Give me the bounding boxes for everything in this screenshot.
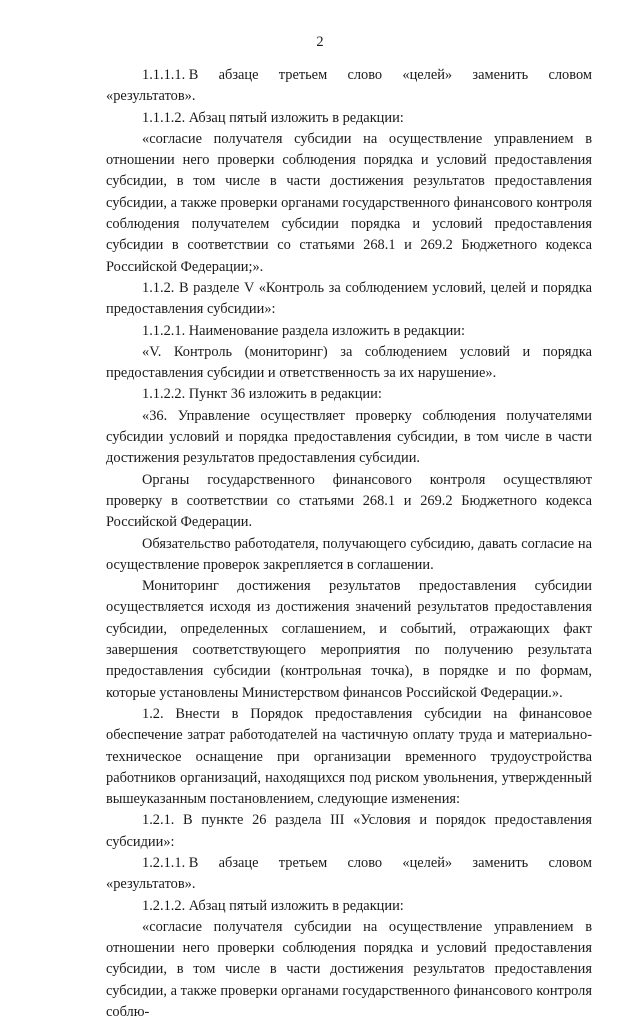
paragraph-1-1-1-2: 1.1.1.2. Абзац пятый изложить в редакции:: [142, 109, 404, 126]
word: слово: [347, 67, 383, 83]
paragraph-section-title: «V. Контроль (мониторинг) за соблюдением условий и порядка предоставления субсидии и ответственность за их нарушение».: [106, 343, 592, 382]
word: третьем: [278, 854, 328, 871]
paragraph-continuation: «результатов».: [106, 88, 196, 105]
word: абзаце: [218, 67, 259, 83]
word: «целей»: [402, 854, 453, 871]
paragraph-quote-consent-2: «согласие получателя субсидии на осуществление управлением в отношении него проверки соблюдения порядка и условий предоставления субсидии, в том числе в части достижения результатов предоставления субсидии, а также проверки органами государственного финансового контроля соблю-: [106, 918, 592, 1021]
page-number: 2: [316, 34, 324, 50]
paragraph-1-2-1-2: 1.2.1.2. Абзац пятый изложить в редакции:: [142, 897, 404, 914]
paragraph-state-control: Органы государственного финансового контроля осуществляют проверку в соответствии со статьями 268.1 и 269.2 Бюджетного кодекса Российской Федерации.: [106, 471, 592, 531]
paragraph-1-2: 1.2. Внести в Порядок предоставления субсидии на финансовое обеспечение затрат работодателей на частичную оплату труда и материально-техническое оснащение при организации временного трудоустройства работников организаций, находящихся под риском увольнения, утвержденный вышеуказанным постановлением, следующие изменения:: [106, 705, 592, 808]
paragraph-1-1-2-2: 1.1.2.2. Пункт 36 изложить в редакции:: [142, 386, 382, 403]
paragraph-employer-obligation: Обязательство работодателя, получающего субсидию, давать согласие на осуществление проверок закрепляется в соглашении.: [106, 535, 592, 573]
word: словом: [548, 67, 592, 83]
word: заменить: [472, 854, 529, 871]
word: третьем: [278, 67, 328, 83]
paragraph-1-2-1: 1.2.1. В пункте 26 раздела III «Условия и порядок предоставления субсидии»:: [106, 812, 592, 850]
word: слово: [347, 854, 383, 871]
paragraph-1-1-1-1: [106, 65, 592, 86]
word: словом: [548, 854, 592, 871]
paragraph-point-36: «36. Управление осуществляет проверку соблюдения получателями субсидии условий и порядка предоставления субсидии, в том числе в части достижения результатов предоставления субсидии.: [106, 407, 592, 467]
word: 1.1.1.1. В: [142, 67, 199, 83]
paragraph-1-2-1-1: [106, 853, 592, 874]
word: 1.2.1.1. В: [142, 854, 199, 871]
word: абзаце: [218, 854, 259, 871]
paragraph-quote-consent: «согласие получателя субсидии на осуществление управлением в отношении него проверки соблюдения порядка и условий предоставления субсидии, в том числе в части достижения результатов предоставления субсидии, а также проверки органами государственного финансового контроля соблюдения получателем субсидии порядка и условий предоставления субсидии в соответствии со статьями 268.1 и 269.2 Бюджетного кодекса Российской Федерации;».: [106, 130, 592, 275]
word: заменить: [472, 67, 529, 83]
paragraph-continuation: «результатов».: [106, 876, 196, 893]
document-body: [106, 65, 592, 1023]
paragraph-monitoring: Мониторинг достижения результатов предоставления субсидии осуществляется исходя из достижения значений результатов предоставления субсидии, определенных соглашением, и событий, отражающих факт завершения соответствующего мероприятия по получению результата предоставления субсидии (контрольная точка), в порядке и по формам, которые установлены Министерством финансов Российской Федерации.».: [106, 578, 592, 701]
word: «целей»: [402, 67, 453, 83]
paragraph-1-1-2: 1.1.2. В разделе V «Контроль за соблюдением условий, целей и порядка предоставления субсидии»:: [106, 279, 592, 318]
paragraph-1-1-2-1: 1.1.2.1. Наименование раздела изложить в редакции:: [142, 322, 465, 339]
